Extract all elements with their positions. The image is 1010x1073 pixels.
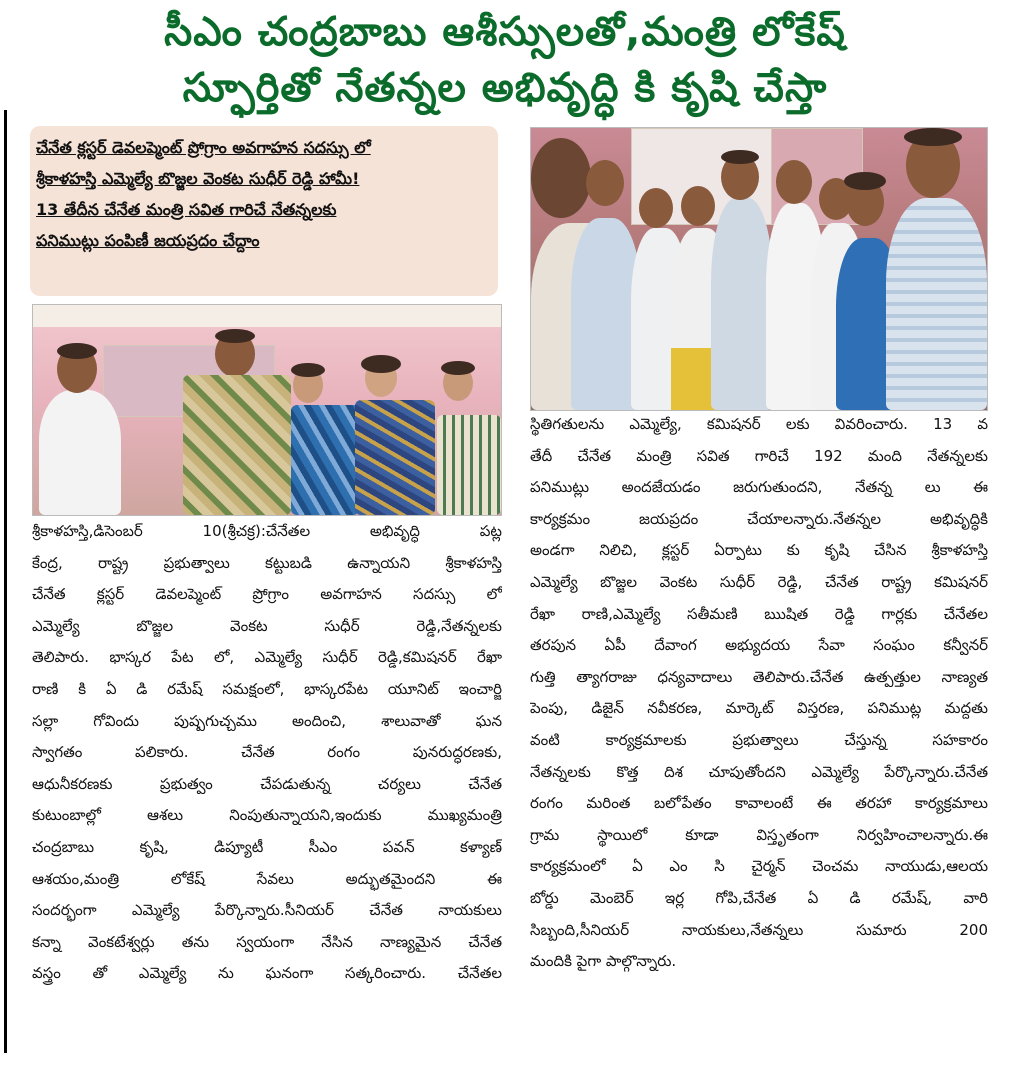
headline-line-2: స్ఫూర్తితో నేతన్నల అభివృద్ధి కి కృషి చేస్తా xyxy=(182,65,828,111)
article-line: ఆశయం,మంత్రి లోకేష్ సేవలు అద్భుతమైందని ఈ xyxy=(32,869,502,888)
article-line: కార్యక్రమంలో ఏ ఎం సి చైర్మన్ చెంచమ నాయుడు,ఆలయ xyxy=(530,857,988,876)
article-line: మందికి పైగా పాల్గొన్నారు. xyxy=(530,952,677,971)
subhead-line: పనిముట్లు పంపిణీ జయప్రదం చేద్దాం xyxy=(36,231,260,250)
article-line: తరపున ఏపీ దేవాంగ అభ్యుదయ సేవా సంఘం కన్వీనర్ xyxy=(530,636,988,655)
article-line: కేంద్ర, రాష్ట్ర ప్రభుత్వాలు కట్టుబడి ఉన్నాయని శ్రీకాళహస్తి xyxy=(32,553,502,572)
article-line: శ్రీకాళహస్తి,డిసెంబర్ 10(శ్రీచక్ర):చేనేతల అభివృద్ధి పట్ల xyxy=(32,522,502,540)
article-line: పెంపు, డిజైన్ నవీకరణ, మార్కెట్ విస్తరణ, పనిముట్ల మద్దతు xyxy=(530,699,988,718)
headline xyxy=(10,4,1000,116)
article-line: సందర్భంగా ఎమ్మెల్యే పేర్కొన్నారు.సీనియర్ చేనేత నాయకులు xyxy=(32,901,502,920)
article-line: రాణి కి ఏ డి రమేష్ సమక్షంలో, భాస్కరపేట యూనిట్ ఇంచార్జి xyxy=(32,679,502,698)
article-line: అండగా నిలిచి, క్లస్టర్ ఏర్పాటు కు కృషి చేసిన శ్రీకాళహస్తి xyxy=(530,541,988,560)
article-line: కుటుంబాల్లో ఆశలు నింపుతున్నాయని,ఇందుకు ముఖ్యమంత్రి xyxy=(32,806,502,825)
article-line: కన్నా వెంకటేశ్వర్లు తను స్వయంగా నేసిన నాణ్యమైన చేనేత xyxy=(32,932,502,951)
article-line: సల్లా గోవిందు పుష్పగుచ్చము అందించి, శాలువాతో ఘన xyxy=(32,711,502,730)
article-line: స్థితిగతులను ఎమ్మెల్యే, కమిషనర్ లకు వివరించారు. 13 వ xyxy=(530,415,988,433)
article-line: చేనేత క్లస్టర్ డెవలప్మెంట్ ప్రోగ్రాం అవగాహన సదస్సు లో xyxy=(32,585,502,604)
subhead-box xyxy=(30,126,498,296)
article-line: నేతన్నలకు కొత్త దిశ చూపుతోందని ఎమ్మెల్యే పేర్కొన్నారు.చేనేత xyxy=(530,762,988,781)
article-column-left xyxy=(32,516,502,990)
left-rule xyxy=(4,110,7,1053)
article-line: ఎమ్మెల్యే బొజ్జల వెంకట సుధీర్ రెడ్డి,నేతన్నలకు xyxy=(32,616,502,635)
subhead-line: శ్రీకాళహస్తి ఎమ్మెల్యే బొజ్జల వెంకట సుధీర్ రెడ్డి హామీ! xyxy=(36,169,360,188)
subhead-line: 13 తేదీన చేనేత మంత్రి సవిత గారిచే నేతన్నలకు xyxy=(36,200,337,219)
article-line: కార్యక్రమం జయప్రదం చేయాలన్నారు.నేతన్నల అభివృద్ధికి xyxy=(530,509,988,528)
article-line: ఆధునీకరణకు ప్రభుత్వం చేపడుతున్న చర్యలు చేనేత xyxy=(32,774,502,793)
article-line: సిబ్బంది,సీనియర్ నాయకులు,నేతన్నలు సుమారు 200 xyxy=(530,920,988,939)
article-line: చంద్రబాబు కృషి, డిప్యూటీ సీఎం పవన్ కళ్యాణ్ xyxy=(32,837,502,856)
article-line: రేఖా రాణి,ఎమ్మెల్యే సతీమణి ఋషిత రెడ్డి గార్లకు చేనేతల xyxy=(530,604,988,623)
article-line: పనిముట్లు అందజేయడం జరుగుతుందని, నేతన్న లు ఈ xyxy=(530,478,988,497)
article-column-right xyxy=(530,409,988,978)
article-line: వంటి కార్యక్రమాలకు ప్రభుత్వాలు చేస్తున్న సహకారం xyxy=(530,730,988,749)
article-line: బోర్డు మెంబెర్ ఇర్ల గోపి,చేనేత ఏ డి రమేష్, వారి xyxy=(530,888,988,907)
event-photo-group xyxy=(530,127,988,411)
subhead-line: చేనేత క్లస్టర్ డెవలప్మెంట్ ప్రోగ్రాం అవగాహన సదస్సు లో xyxy=(36,138,371,157)
article-line: స్వాగతం పలికారు. చేనేత రంగం పునరుద్ధరణకు, xyxy=(32,743,502,762)
article-line: తెలిపారు. భాస్కర పేట లో, ఎమ్మెల్యే సుధీర్ రెడ్డి,కమిషనర్ రేఖా xyxy=(32,648,502,667)
event-photo-garments xyxy=(32,304,502,516)
article-line: గ్రామ స్థాయిలో కూడా విస్తృతంగా నిర్వహించాలన్నారు.ఈ xyxy=(530,825,988,844)
headline-line-1: సీఎం చంద్రబాబు ఆశీస్సులతో,మంత్రి లోకేష్ xyxy=(164,9,846,55)
article-line: రంగం మరింత బలోపేతం కావాలంటే ఈ తరహా కార్యక్రమాలు xyxy=(530,794,988,813)
article-line: గుత్తి త్యాగరాజు ధన్యవాదాలు తెలిపారు.చేనేత ఉత్పత్తుల నాణ్యత xyxy=(530,667,988,686)
article-line: వస్త్రం తో ఎమ్మెల్యే ను ఘనంగా సత్కరించారు. చేనేతల xyxy=(32,964,502,983)
article-line: తేదీ చేనేత మంత్రి సవిత గారిచే 192 మంది నేతన్నలకు xyxy=(530,446,988,465)
article-line: ఎమ్మెల్యే బొజ్జల వెంకట సుధీర్ రెడ్డి, చేనేత రాష్ట్ర కమిషనర్ xyxy=(530,572,988,591)
